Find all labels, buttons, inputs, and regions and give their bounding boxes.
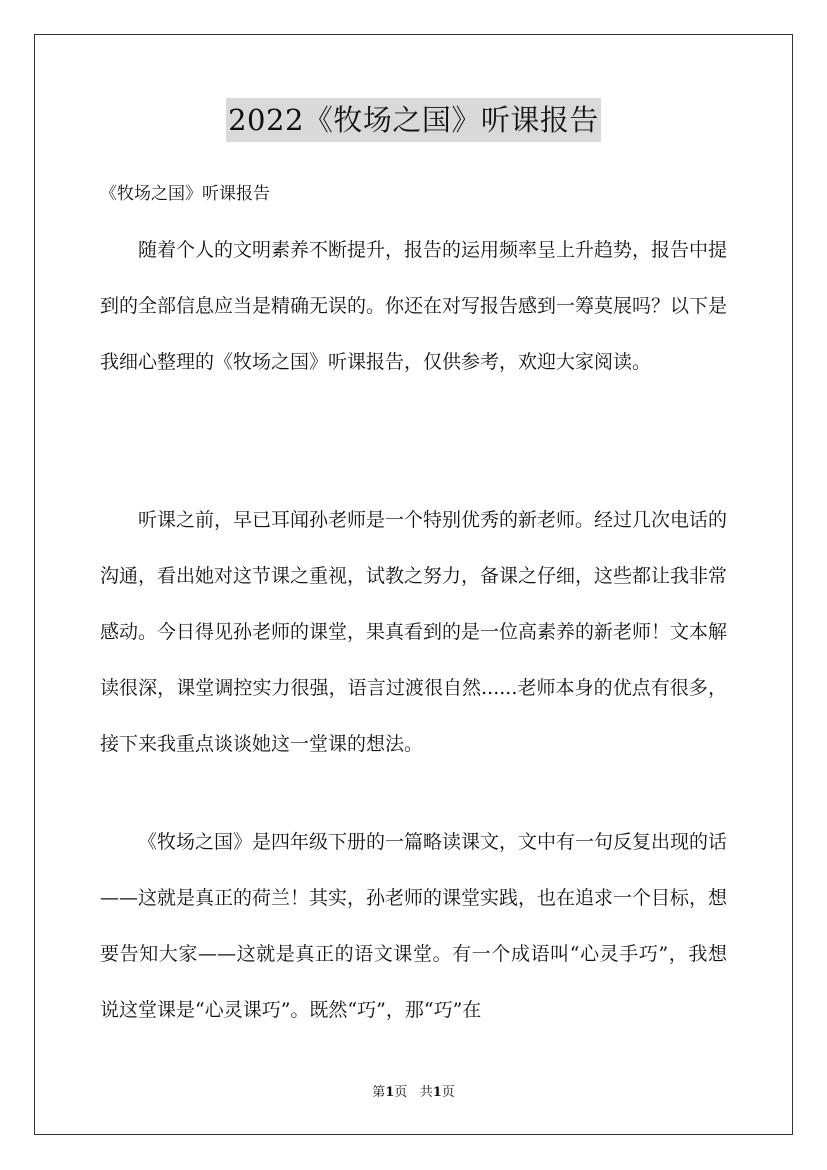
total-pages: 1 <box>432 1085 442 1100</box>
page-suffix: 页 <box>394 1085 408 1100</box>
paragraph-observation-block <box>100 492 727 772</box>
total-prefix: 共 <box>419 1085 433 1100</box>
page-prefix: 第 <box>372 1085 386 1100</box>
document-title: 2022《牧场之国》听课报告 <box>226 98 601 142</box>
document-subtitle: 《牧场之国》听课报告 <box>100 184 270 204</box>
paragraph-analysis: 《牧场之国》是四年级下册的一篇略读课文，文中有一句反复出现的话——这就是真正的荷兰！其实，孙老师的课堂实践，也在追求一个目标，想要告知大家——这就是真正的语文课堂。有一个成语叫“心灵手巧”，我想说这堂课是“心灵课巧”。既然“巧”，那“巧”在 <box>100 831 728 1021</box>
paragraph-intro-block <box>100 222 727 390</box>
paragraph-analysis-block <box>100 814 727 1038</box>
paragraph-observation: 听课之前，早已耳闻孙老师是一个特别优秀的新老师。经过几次电话的沟通，看出她对这节课之重视，试教之努力，备课之仔细，这些都让我非常感动。今日得见孙老师的课堂，果真看到的是一位高素养的新老师！文本解读很深，课堂调控实力很强，语言过渡很自然......老师本身的优点有很多，接下来我重点谈谈她这一堂课的想法。 <box>100 509 728 755</box>
paragraph-intro: 随着个人的文明素养不断提升，报告的运用频率呈上升趋势，报告中提到的全部信息应当是精确无误的。你还在对写报告感到一筹莫展吗？以下是我细心整理的《牧场之国》听课报告，仅供参考，欢迎大家阅读。 <box>100 239 728 373</box>
page-footer <box>0 1083 827 1103</box>
page-number: 1 <box>385 1085 395 1100</box>
total-suffix: 页 <box>441 1085 455 1100</box>
document-title-block <box>0 98 827 142</box>
